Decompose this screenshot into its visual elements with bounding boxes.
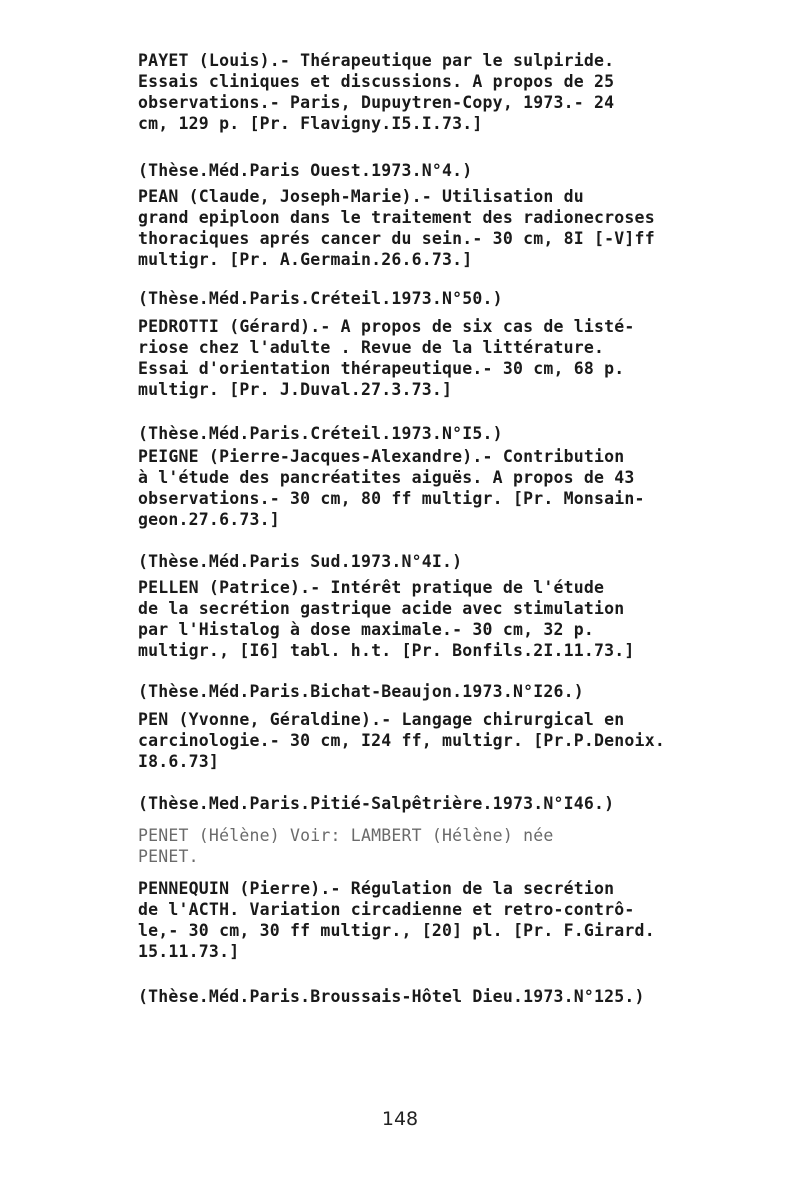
entry-line: thoraciques aprés cancer du sein.- 30 cm, 8I [-V]ff [138, 229, 655, 248]
entry-line: PEIGNE (Pierre-Jacques-Alexandre).- Contribution [138, 447, 625, 466]
entry-line: multigr., [I6] tabl. h.t. [Pr. Bonfils.2I.11.73.] [138, 641, 635, 660]
thesis-source: (Thèse.Méd.Paris Sud.1973.N°4I.) [138, 552, 463, 571]
entry-line: de l'ACTH. Variation circadienne et retro-contrô- [138, 900, 635, 919]
entry-line: à l'étude des pancréatites aiguës. A propos de 43 [138, 468, 635, 487]
entry-line: multigr. [Pr. A.Germain.26.6.73.] [138, 250, 473, 269]
entry-line: Essais cliniques et discussions. A propos de 25 [138, 72, 615, 91]
entry-line: PEN (Yvonne, Géraldine).- Langage chirurgical en [138, 710, 625, 729]
entry-line: riose chez l'adulte . Revue de la littérature. [138, 338, 605, 357]
entry-line: geon.27.6.73.] [138, 510, 280, 529]
bibliography-entry [138, 878, 678, 962]
entry-line: PELLEN (Patrice).- Intérêt pratique de l'étude [138, 578, 605, 597]
entry-line: multigr. [Pr. J.Duval.27.3.73.] [138, 380, 453, 399]
cross-reference-entry [138, 825, 678, 867]
entry-line: observations.- Paris, Dupuytren-Copy, 1973.- 24 [138, 93, 615, 112]
entry-line: PENNEQUIN (Pierre).- Régulation de la secrétion [138, 879, 615, 898]
thesis-source: (Thèse.Méd.Paris.Broussais-Hôtel Dieu.1973.N°125.) [138, 987, 645, 1006]
entry-line: PEDROTTI (Gérard).- A propos de six cas de listé- [138, 317, 635, 336]
thesis-source: (Thèse.Med.Paris.Pitié-Salpêtrière.1973.N°I46.) [138, 794, 615, 813]
bibliography-entry [138, 577, 678, 661]
bibliography-entry [138, 446, 678, 530]
entry-line: carcinologie.- 30 cm, I24 ff, multigr. [Pr.P.Denoix. [138, 731, 665, 750]
entry-line: Essai d'orientation thérapeutique.- 30 cm, 68 p. [138, 359, 625, 378]
entry-line: PEAN (Claude, Joseph-Marie).- Utilisation du [138, 187, 584, 206]
thesis-source: (Thèse.Méd.Paris Ouest.1973.N°4.) [138, 161, 473, 180]
entry-line: PENET (Hélène) Voir: LAMBERT (Hélène) née [138, 826, 554, 845]
entry-line: le,- 30 cm, 30 ff multigr., [20] pl. [Pr. F.Girard. [138, 921, 655, 940]
bibliography-entry [138, 316, 678, 400]
entry-line: cm, 129 p. [Pr. Flavigny.I5.I.73.] [138, 114, 483, 133]
page-number: 148 [381, 1108, 419, 1130]
entry-line: PAYET (Louis).- Thérapeutique par le sulpiride. [138, 51, 615, 70]
bibliography-entry [138, 50, 678, 134]
bibliography-entry [138, 186, 678, 270]
bibliography-entry [138, 709, 678, 772]
entry-line: PENET. [138, 847, 199, 866]
entry-line: observations.- 30 cm, 80 ff multigr. [Pr. Monsain- [138, 489, 645, 508]
entry-line: I8.6.73] [138, 752, 220, 771]
thesis-source: (Thèse.Méd.Paris.Créteil.1973.N°I5.) [138, 424, 503, 443]
thesis-source: (Thèse.Méd.Paris.Bichat-Beaujon.1973.N°I26.) [138, 682, 584, 701]
entry-line: de la secrétion gastrique acide avec stimulation [138, 599, 625, 618]
entry-line: par l'Histalog à dose maximale.- 30 cm, 32 p. [138, 620, 595, 639]
entry-line: grand epiploon dans le traitement des radionecroses [138, 208, 655, 227]
entry-line: 15.11.73.] [138, 942, 240, 961]
thesis-source: (Thèse.Méd.Paris.Créteil.1973.N°50.) [138, 289, 503, 308]
